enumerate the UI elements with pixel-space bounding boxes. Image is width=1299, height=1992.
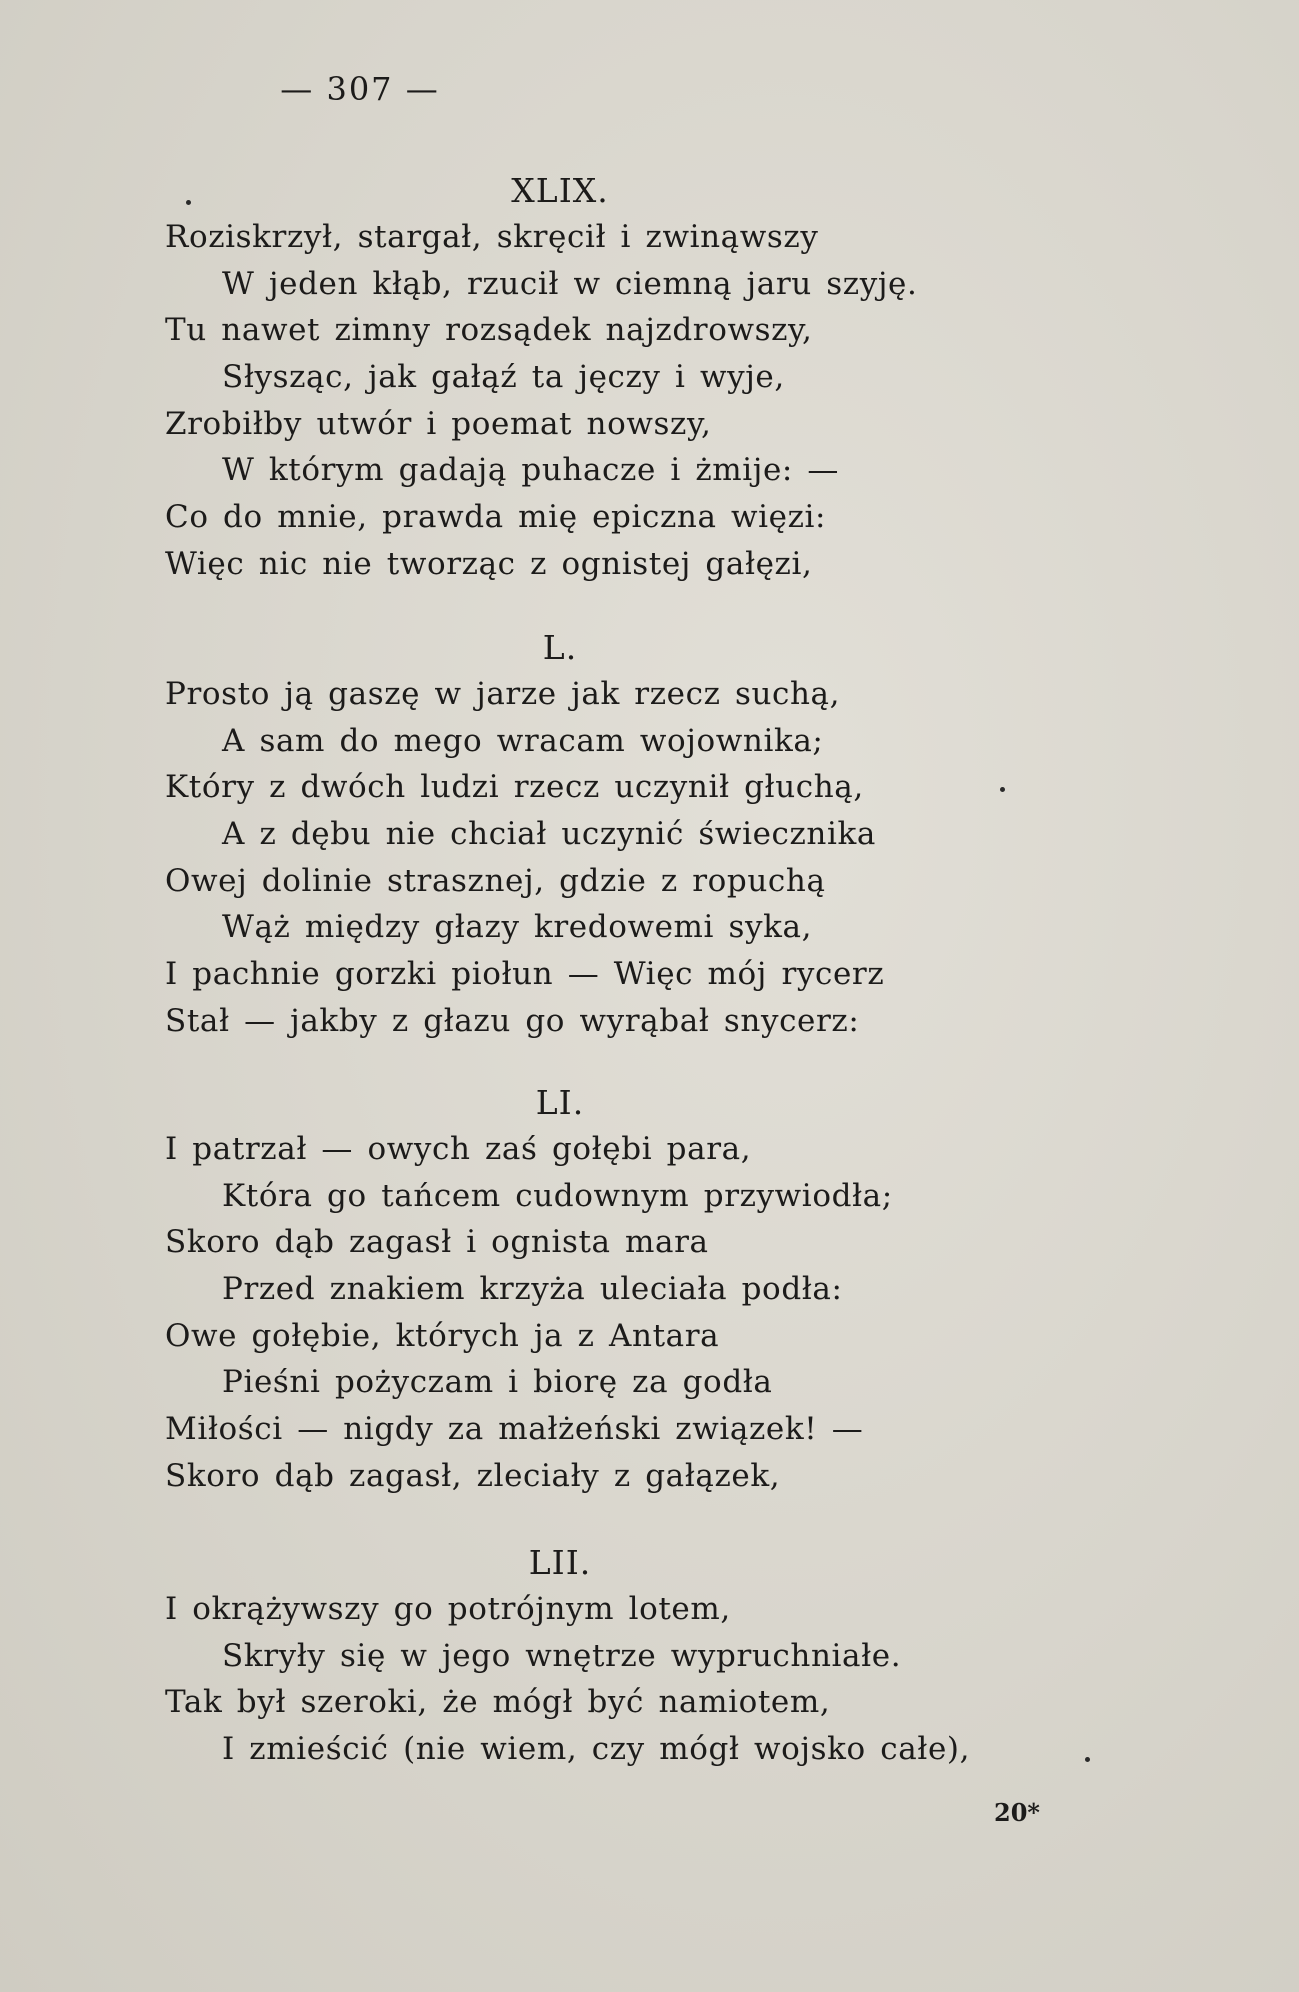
stanza-51 bbox=[165, 1080, 1165, 1500]
verse-line: Miłości — nigdy za małżeński związek! — bbox=[165, 1411, 864, 1448]
verse-line: Słysząc, jak gałąź ta jęczy i wyje, bbox=[222, 359, 785, 396]
verse-line: A z dębu nie chciał uczynić świecznika bbox=[222, 816, 876, 853]
verse-line: I pachnie gorzki piołun — Więc mój rycerz bbox=[165, 956, 885, 993]
stanza-49 bbox=[165, 168, 1165, 588]
verse-line: Skoro dąb zagasł, zleciały z gałązek, bbox=[165, 1457, 781, 1494]
stanza-heading: L. bbox=[542, 628, 578, 667]
stanza-52 bbox=[165, 1540, 1165, 1773]
verse-line: W którym gadają puhacze i żmije: — bbox=[222, 452, 840, 489]
verse-line: A sam do mego wracam wojownika; bbox=[222, 722, 824, 759]
paper-speck bbox=[1000, 787, 1005, 792]
verse-line: I okrążywszy go potrójnym lotem, bbox=[165, 1591, 731, 1627]
verse-line: Owe gołębie, których ja z Antara bbox=[165, 1317, 720, 1354]
verse-line: Stał — jakby z głazu go wyrąbał snycerz: bbox=[165, 1002, 860, 1039]
verse-line: Prosto ją gaszę w jarze jak rzecz suchą, bbox=[165, 676, 841, 712]
stanza-heading: LII. bbox=[528, 1543, 592, 1582]
stanza-heading: XLIX. bbox=[511, 171, 609, 210]
verse-line: Która go tańcem cudownym przywiodła; bbox=[222, 1177, 893, 1214]
verse-line: Skryły się w jego wnętrze wypruchniałe. bbox=[222, 1637, 902, 1674]
verse-line: I patrzał — owych zaś gołębi para, bbox=[165, 1131, 752, 1167]
verse-line: Wąż między głazy kredowemi syka, bbox=[222, 909, 813, 946]
verse-line: Zrobiłby utwór i poemat nowszy, bbox=[165, 405, 712, 442]
verse-line: Tu nawet zimny rozsądek najzdrowszy, bbox=[165, 312, 813, 349]
page-number-header: — 307 — bbox=[280, 70, 440, 108]
verse-line: W jeden kłąb, rzucił w ciemną jaru szyję. bbox=[222, 265, 918, 302]
verse-line: Skoro dąb zagasł i ognista mara bbox=[165, 1224, 709, 1261]
verse-line: Tak był szeroki, że mógł być namiotem, bbox=[165, 1684, 831, 1721]
stanza-50 bbox=[165, 625, 1165, 1045]
verse-line: Więc nic nie tworząc z ognistej gałęzi, bbox=[165, 545, 813, 582]
verse-line: Który z dwóch ludzi rzecz uczynił głuchą, bbox=[165, 769, 864, 806]
verse-line: Pieśni pożyczam i biorę za godła bbox=[222, 1364, 773, 1401]
verse-line: Co do mnie, prawda mię epiczna więzi: bbox=[165, 499, 827, 536]
printer-signature-mark: 20* bbox=[994, 1798, 1040, 1827]
paper-speck bbox=[1085, 1757, 1090, 1762]
verse-line: Roziskrzył, stargał, skręcił i zwinąwszy bbox=[165, 219, 819, 255]
verse-line: Owej dolinie strasznej, gdzie z ropuchą bbox=[165, 862, 826, 899]
stanza-heading: LI. bbox=[535, 1083, 585, 1122]
verse-line: I zmieścić (nie wiem, czy mógł wojsko całe), bbox=[222, 1731, 971, 1768]
paper-speck bbox=[186, 200, 191, 205]
verse-line: Przed znakiem krzyża uleciała podła: bbox=[222, 1271, 843, 1308]
